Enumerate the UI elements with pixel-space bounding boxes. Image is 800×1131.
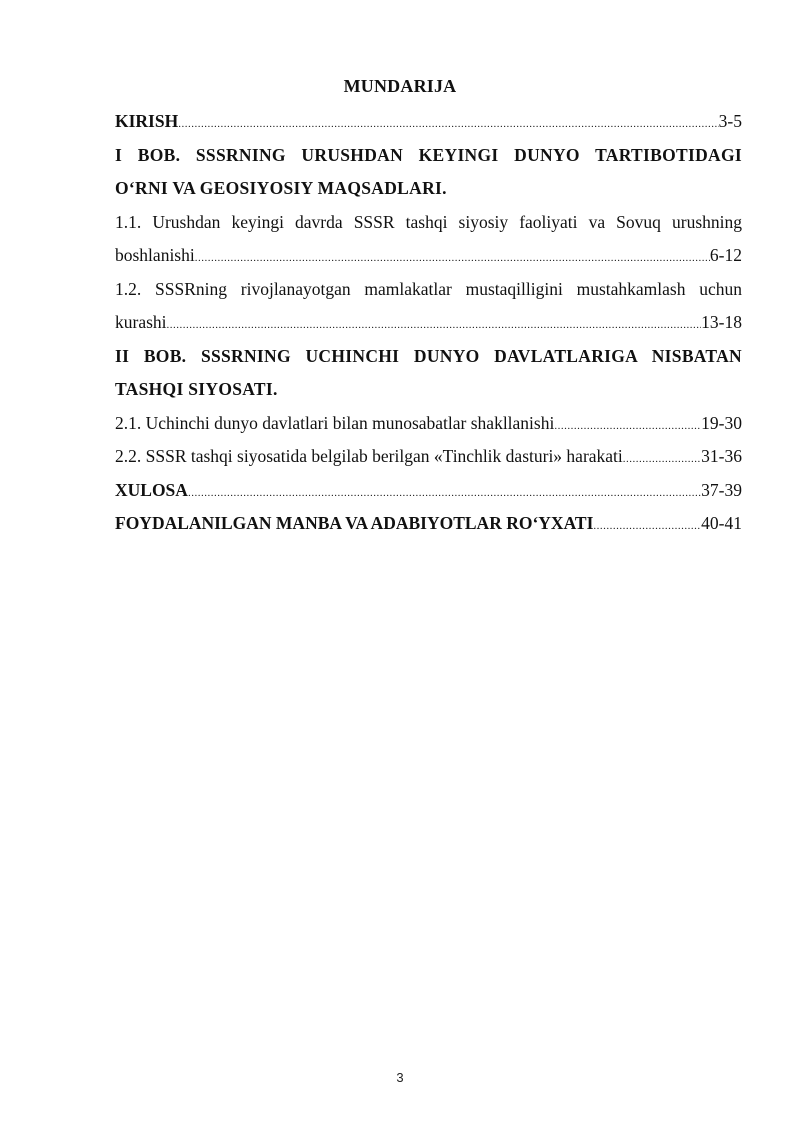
toc-entry-references[interactable] [115,508,742,538]
toc-page-range: 31-36 [701,446,742,466]
toc-entry-conclusion[interactable] [115,475,742,505]
dot-leader [593,511,701,541]
toc-entry-label: KIRISH [115,111,179,131]
toc-section-1-1-line-1[interactable]: 1.1. Urushdan keyingi davrda SSSR tashqi siyosiy faoliyati va Sovuq urushning [115,211,742,232]
toc-entry-label: XULOSA [115,479,188,500]
toc-entry-label: boshlanishi [115,245,195,265]
page-title: MUNDARIJA [343,76,457,96]
toc-section-1-2-line-1[interactable]: 1.2. SSSRning rivojlanayotgan mamlakatlar mustaqilligini mustahkamlash uchun [115,278,742,299]
toc-chapter-2-line-2[interactable]: TASHQI SIYOSATI. [115,379,278,399]
dot-leader [554,411,701,441]
toc-page-range: 6-12 [709,245,742,265]
table-of-contents [115,106,742,538]
dot-leader [178,109,718,139]
toc-section-1-1[interactable] [115,240,742,270]
toc-page-range: 37-39 [701,479,742,500]
toc-page-range: 40-41 [701,513,742,533]
toc-entry-label: 2.2. SSSR tashqi siyosatida belgilab berilgan «Tinchlik dasturi» harakati [115,446,623,466]
toc-entry-label: FOYDALANILGAN MANBA VA ADABIYOTLAR RO‘YXATI [115,513,594,533]
toc-page-range: 3-5 [718,111,742,131]
toc-section-1-2[interactable] [115,307,742,337]
dot-leader [195,243,710,273]
toc-entry-label: 2.1. Uchinchi dunyo davlatlari bilan munosabatlar shakllanishi [115,412,555,433]
toc-section-2-2[interactable] [115,441,742,471]
toc-chapter-1-line-1[interactable]: I BOB. SSSRNING URUSHDAN KEYINGI DUNYO TARTIBOTIDAGI [115,144,742,165]
dot-leader [167,310,702,340]
toc-chapter-1-line-2[interactable]: O‘RNI VA GEOSIYOSIY MAQSADLARI. [115,178,447,198]
toc-page-range: 19-30 [701,412,742,433]
toc-chapter-2-line-1[interactable]: II BOB. SSSRNING UCHINCHI DUNYO DAVLATLARIGA NISBATAN [115,345,742,366]
page-number: 3 [396,1070,404,1085]
toc-section-2-1[interactable] [115,408,742,438]
dot-leader [188,478,701,508]
toc-entry-intro[interactable] [115,106,742,136]
dot-leader [623,444,701,474]
toc-page-range: 13-18 [701,312,742,332]
toc-entry-label: kurashi [115,312,167,332]
